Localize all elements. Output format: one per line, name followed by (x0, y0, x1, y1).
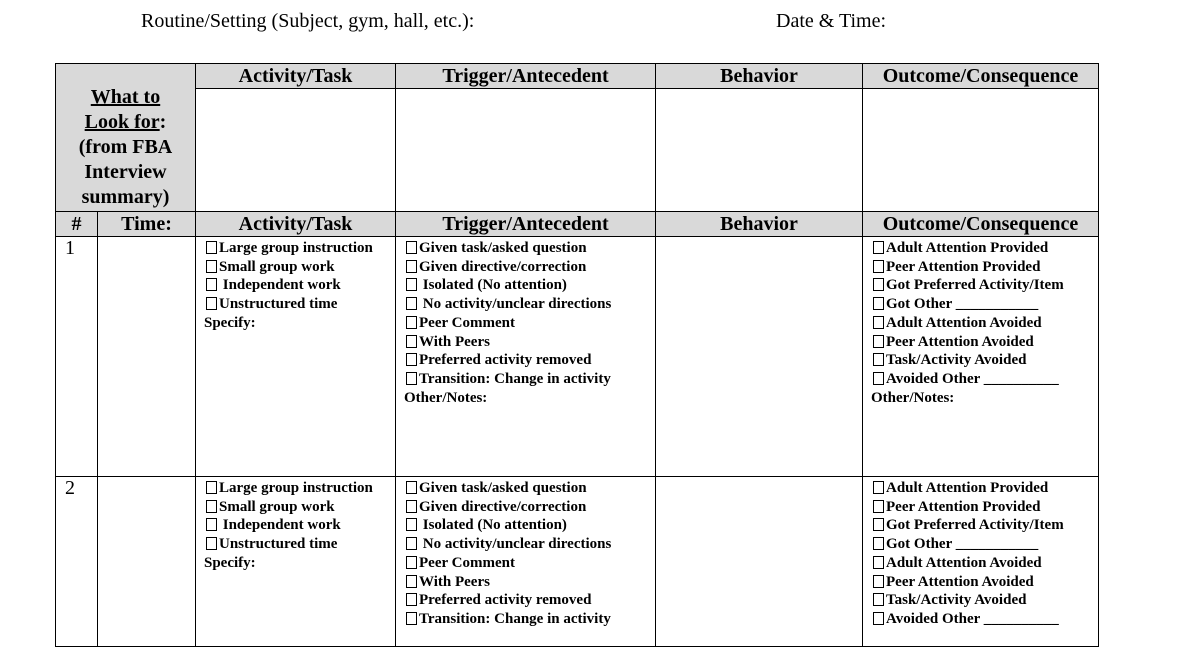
checkbox[interactable] (406, 518, 417, 531)
specify-label: Specify: (204, 554, 256, 571)
specify-label: Specify: (204, 314, 256, 331)
option-task-avoided[interactable]: Task/Activity Avoided (873, 351, 1098, 370)
option-large-group[interactable]: Large group instruction (206, 479, 395, 498)
option-task-avoided[interactable]: Task/Activity Avoided (873, 591, 1098, 610)
header-trigger-antecedent-2: Trigger/Antecedent (396, 212, 656, 237)
look-for-line1: What to (90, 86, 161, 108)
option-isolated[interactable]: Isolated (No attention) (406, 516, 655, 535)
option-peer-attention-avoided[interactable]: Peer Attention Avoided (873, 333, 1098, 352)
option-given-directive[interactable]: Given directive/correction (406, 498, 655, 517)
checkbox[interactable] (873, 353, 884, 366)
option-unstructured-time[interactable]: Unstructured time (206, 535, 395, 554)
behavior-entry[interactable] (656, 237, 863, 477)
checkbox[interactable] (406, 575, 417, 588)
option-got-preferred[interactable]: Got Preferred Activity/Item (873, 516, 1098, 535)
look-for-outcome-entry[interactable] (863, 89, 1099, 212)
checkbox[interactable] (406, 500, 417, 513)
option-given-task[interactable]: Given task/asked question (406, 479, 655, 498)
checkbox[interactable] (206, 500, 217, 513)
routine-setting-label: Routine/Setting (Subject, gym, hall, etc.): (141, 10, 475, 32)
look-for-trigger-entry[interactable] (396, 89, 656, 212)
checkbox[interactable] (873, 612, 884, 625)
header-time: Time: (98, 212, 196, 237)
abc-data-table (55, 63, 1099, 647)
header-outcome-consequence-2: Outcome/Consequence (863, 212, 1099, 237)
checkbox[interactable] (406, 593, 417, 606)
option-adult-attention-provided[interactable]: Adult Attention Provided (873, 479, 1098, 498)
option-adult-attention-avoided[interactable]: Adult Attention Avoided (873, 554, 1098, 573)
checkbox[interactable] (406, 481, 417, 494)
outcome-options-cell (863, 237, 1099, 477)
second-header-row (56, 212, 1099, 237)
option-no-activity[interactable]: No activity/unclear directions (406, 535, 655, 554)
activity-options-cell (196, 477, 396, 647)
checkbox[interactable] (873, 537, 884, 550)
option-preferred-removed[interactable]: Preferred activity removed (406, 351, 655, 370)
checkbox[interactable] (206, 278, 217, 291)
checkbox[interactable] (406, 335, 417, 348)
checkbox[interactable] (406, 612, 417, 625)
checkbox[interactable] (406, 278, 417, 291)
checkbox[interactable] (873, 556, 884, 569)
header-activity-task: Activity/Task (196, 64, 396, 89)
option-small-group[interactable]: Small group work (206, 498, 395, 517)
other-notes-label: Other/Notes: (871, 389, 955, 406)
option-given-directive[interactable]: Given directive/correction (406, 258, 655, 277)
option-got-preferred[interactable]: Got Preferred Activity/Item (873, 276, 1098, 295)
option-transition[interactable]: Transition: Change in activity (406, 370, 655, 389)
date-time-label: Date & Time: (776, 10, 887, 32)
row-time-entry[interactable] (98, 477, 196, 647)
checkbox[interactable] (873, 518, 884, 531)
checkbox[interactable] (406, 316, 417, 329)
checkbox[interactable] (873, 241, 884, 254)
option-avoided-other[interactable]: Avoided Other __________ (873, 370, 1098, 389)
look-for-activity-entry[interactable] (196, 89, 396, 212)
what-to-look-for-cell: What to Look for: (from FBA Interview summary) (56, 64, 196, 212)
option-isolated[interactable]: Isolated (No attention) (406, 276, 655, 295)
header-behavior-2: Behavior (656, 212, 863, 237)
option-got-other[interactable]: Got Other ___________ (873, 295, 1098, 314)
checkbox[interactable] (206, 537, 217, 550)
header-trigger-antecedent: Trigger/Antecedent (396, 64, 656, 89)
option-peer-attention-avoided[interactable]: Peer Attention Avoided (873, 573, 1098, 592)
option-small-group[interactable]: Small group work (206, 258, 395, 277)
look-for-line4: Interview (84, 161, 167, 183)
checkbox[interactable] (873, 278, 884, 291)
trigger-options-cell (396, 237, 656, 477)
header-number: # (56, 212, 98, 237)
header-activity-task-2: Activity/Task (196, 212, 396, 237)
checkbox[interactable] (406, 372, 417, 385)
checkbox[interactable] (406, 260, 417, 273)
checkbox[interactable] (873, 593, 884, 606)
look-for-behavior-entry[interactable] (656, 89, 863, 212)
option-peer-comment[interactable]: Peer Comment (406, 314, 655, 333)
option-avoided-other[interactable]: Avoided Other __________ (873, 610, 1098, 629)
checkbox[interactable] (206, 241, 217, 254)
option-peer-attention-provided[interactable]: Peer Attention Provided (873, 258, 1098, 277)
look-for-line2: Look for (84, 111, 160, 133)
option-transition[interactable]: Transition: Change in activity (406, 610, 655, 629)
checkbox[interactable] (206, 260, 217, 273)
option-given-task[interactable]: Given task/asked question (406, 239, 655, 258)
option-no-activity[interactable]: No activity/unclear directions (406, 295, 655, 314)
checkbox[interactable] (206, 481, 217, 494)
option-with-peers[interactable]: With Peers (406, 573, 655, 592)
option-adult-attention-provided[interactable]: Adult Attention Provided (873, 239, 1098, 258)
checkbox[interactable] (873, 372, 884, 385)
look-for-line5: summary) (81, 186, 170, 208)
option-large-group[interactable]: Large group instruction (206, 239, 395, 258)
option-got-other[interactable]: Got Other ___________ (873, 535, 1098, 554)
observation-row-1 (56, 237, 1099, 477)
checkbox[interactable] (406, 297, 417, 310)
checkbox[interactable] (873, 316, 884, 329)
option-independent-work[interactable]: Independent work (206, 516, 395, 535)
trigger-options-cell (396, 477, 656, 647)
look-for-entry-row (56, 89, 1099, 212)
activity-options-cell (196, 237, 396, 477)
look-for-line3: (from FBA (78, 136, 173, 158)
checkbox[interactable] (873, 481, 884, 494)
row-number: 2 (56, 477, 98, 647)
checkbox[interactable] (206, 297, 217, 310)
outcome-options-cell (863, 477, 1099, 647)
header-behavior: Behavior (656, 64, 863, 89)
checkbox[interactable] (873, 500, 884, 513)
behavior-entry[interactable] (656, 477, 863, 647)
checkbox[interactable] (406, 556, 417, 569)
checkbox[interactable] (406, 353, 417, 366)
option-with-peers[interactable]: With Peers (406, 333, 655, 352)
checkbox[interactable] (206, 518, 217, 531)
checkbox[interactable] (873, 575, 884, 588)
option-unstructured-time[interactable]: Unstructured time (206, 295, 395, 314)
checkbox[interactable] (873, 260, 884, 273)
top-header-row (56, 64, 1099, 89)
observation-row-2 (56, 477, 1099, 647)
option-adult-attention-avoided[interactable]: Adult Attention Avoided (873, 314, 1098, 333)
header-outcome-consequence: Outcome/Consequence (863, 64, 1099, 89)
row-number: 1 (56, 237, 98, 477)
other-notes-label: Other/Notes: (404, 389, 488, 406)
option-peer-comment[interactable]: Peer Comment (406, 554, 655, 573)
checkbox[interactable] (406, 241, 417, 254)
row-time-entry[interactable] (98, 237, 196, 477)
option-peer-attention-provided[interactable]: Peer Attention Provided (873, 498, 1098, 517)
option-preferred-removed[interactable]: Preferred activity removed (406, 591, 655, 610)
checkbox[interactable] (406, 537, 417, 550)
checkbox[interactable] (873, 297, 884, 310)
checkbox[interactable] (873, 335, 884, 348)
option-independent-work[interactable]: Independent work (206, 276, 395, 295)
